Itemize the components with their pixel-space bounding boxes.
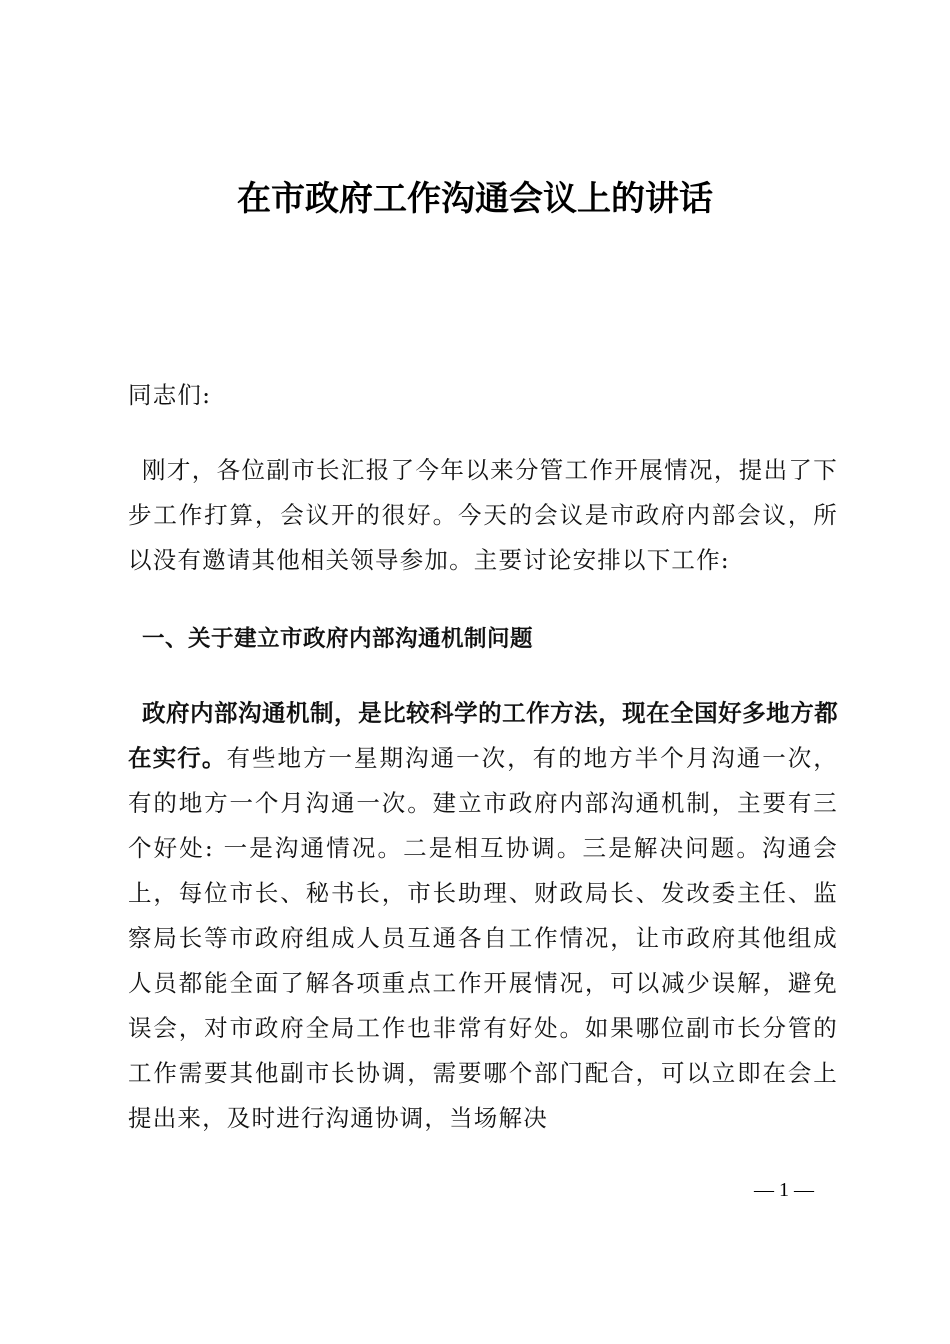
paragraph-section-1	[128, 691, 838, 1141]
paragraph-lead-sentence: 政府内部沟通机制，是比较科学的工作方法，现在全国好多地方都在实行。	[128, 699, 838, 772]
page-number: — 1 —	[754, 1179, 814, 1201]
paragraph-intro: 刚才，各位副市长汇报了今年以来分管工作开展情况，提出了下步工作打算，会议开的很好。今天的会议是市政府内部会议，所以没有邀请其他相关领导参加。主要讨论安排以下工作:	[128, 456, 838, 574]
section-heading-1: 一、关于建立市政府内部沟通机制问题	[142, 626, 534, 652]
salutation: 同志们:	[128, 381, 212, 409]
paragraph-body: 有些地方一星期沟通一次，有的地方半个月沟通一次，有的地方一个月沟通一次。建立市政府内部沟通机制，主要有三个好处: 一是沟通情况。二是相互协调。三是解决问题。沟通会上，每位市长、秘书长，市长助理、财政局长、发改委主任、监察局长等市政府组成人员互通各自工作情况，让市政府其他组成人员都能全面了解各项重点工作开展情况，可以减少误解，避免误会，对市政府全局工作也非常有好处。如果哪位副市长分管的工作需要其他副市长协调，需要哪个部门配合，可以立即在会上提出来，及时进行沟通协调，当场解决	[128, 744, 838, 1132]
document-title: 在市政府工作沟通会议上的讲话	[237, 179, 713, 219]
